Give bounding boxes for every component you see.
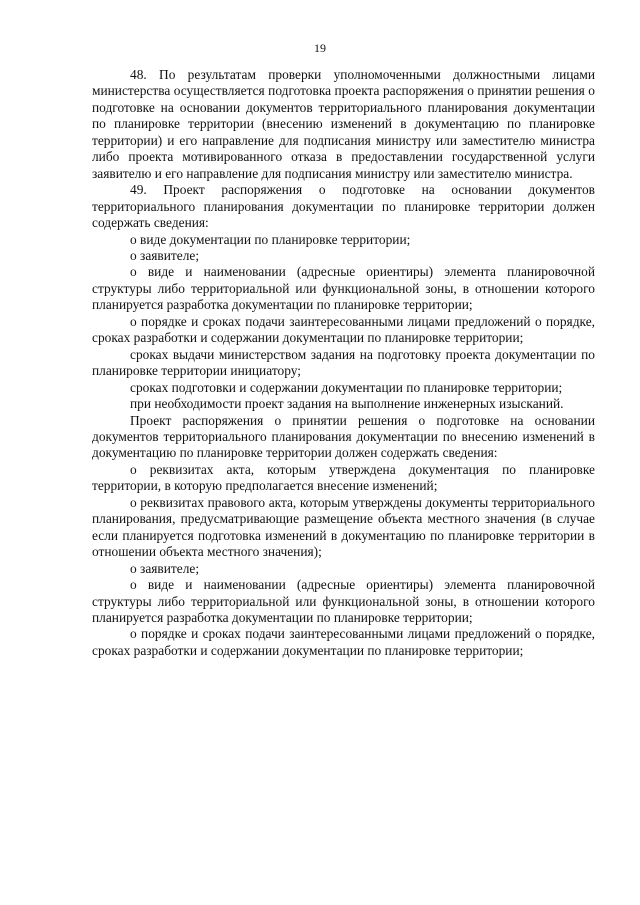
paragraph-amendment-order: Проект распоряжения о принятии решения о подготовке на основании документов территориального планирования документации по внесению изменений в документацию по планировке территории должен содержать сведения: <box>92 412 595 461</box>
list-item-planning-element: о виде и наименовании (адресные ориентиры) элемента планировочной структуры либо территориальной или функциональной зоны, в отношении которого планируется разработка документации по планировке территории; <box>92 264 595 313</box>
list-item-engineering-survey: при необходимости проект задания на выполнение инженерных изысканий. <box>130 396 564 412</box>
document-body <box>92 67 595 659</box>
list-item-applicant: о заявителе; <box>130 247 200 263</box>
paragraph-49: 49. Проект распоряжения о подготовке на основании документов территориального планирования документации по планировке территории должен содержать сведения: <box>92 182 595 231</box>
list-item-task-deadline: сроках выдачи министерством задания на подготовку проекта документации по планировке территории инициатору; <box>92 346 595 379</box>
list-item-preparation-deadline: сроках подготовки и содержании документации по планировке территории; <box>130 379 563 395</box>
list-item-approval-act: о реквизитах акта, которым утверждена документация по планировке территории, в которую предполагается внесение изменений; <box>92 461 595 494</box>
list-item-legal-act: о реквизитах правового акта, которым утверждены документы территориального планирования, предусматривающие размещение объекта местного значения (в случае если планируется подготовка изменений в документацию по планировке территории в отношении объекта местного значения); <box>92 494 595 560</box>
list-item-proposal-procedure-2: о порядке и сроках подачи заинтересованными лицами предложений о порядке, сроках разработки и содержании документации по планировке территории; <box>92 626 595 658</box>
list-item-documentation-type: о виде документации по планировке территории; <box>130 231 411 247</box>
paragraph-48: 48. По результатам проверки уполномоченными должностными лицами министерства осуществляется подготовка проекта распоряжения о принятии решения о подготовке на основании документов территориального планирования документации по планировке территории (внесению изменений в документацию по планировке территории) и его направление для подписания министру или заместителю министра либо проекта мотивированного отказа в предоставлении государственной услуги заявителю и его направление для подписания министру или заместителю министра. <box>92 67 595 181</box>
list-item-proposal-procedure: о порядке и сроках подачи заинтересованными лицами предложений о порядке, сроках разработки и содержании документации по планировке территории; <box>92 313 595 346</box>
page-number: 19 <box>314 41 326 55</box>
list-item-applicant-2: о заявителе; <box>130 560 200 576</box>
list-item-planning-element-2: о виде и наименовании (адресные ориентиры) элемента планировочной структуры либо территориальной или функциональной зоны, в отношении которого планируется разработка документации по планировке территории; <box>92 577 595 625</box>
